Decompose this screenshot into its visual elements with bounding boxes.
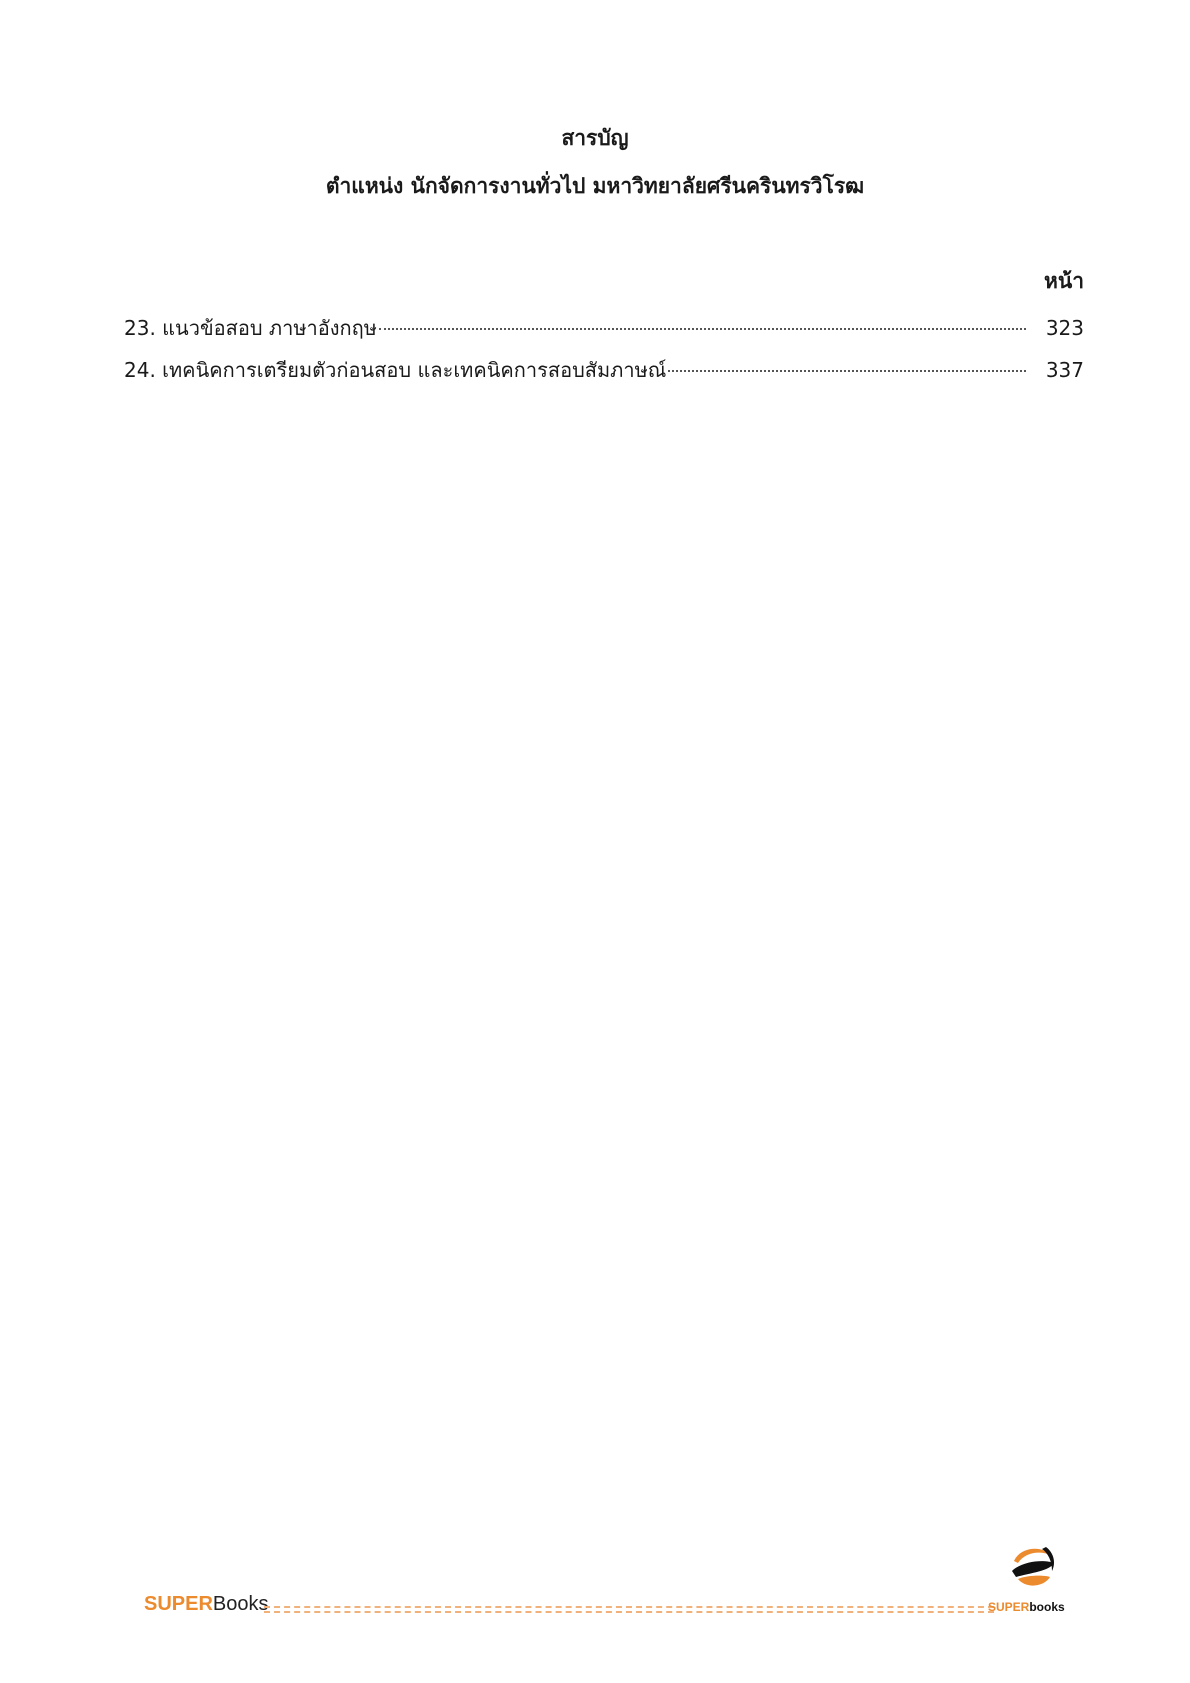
logo-text-books: books	[1029, 1600, 1065, 1614]
footer-brand-books: Books	[212, 1593, 269, 1615]
footer-divider	[264, 1606, 994, 1613]
footer-brand	[144, 1593, 269, 1616]
toc-entry-label: 24. เทคนิคการเตรียมตัวก่อนสอบ และเทคนิคการสอบสัมภาษณ์	[124, 358, 667, 382]
toc-entry[interactable]	[124, 312, 1084, 354]
logo-text-super: SUPER	[988, 1600, 1030, 1614]
page-footer	[144, 1583, 1074, 1623]
superbooks-logo	[988, 1541, 1074, 1621]
toc-entry-label: 23. แนวข้อสอบ ภาษาอังกฤษ	[124, 316, 377, 340]
page-column-header: หน้า	[1044, 269, 1084, 293]
toc-entry[interactable]	[124, 354, 1084, 396]
toc-dot-leader	[379, 328, 1026, 330]
toc-dot-leader	[668, 370, 1026, 372]
superbooks-swirl-logo-icon	[1006, 1541, 1058, 1593]
document-title: สารบัญ	[561, 126, 629, 150]
superbooks-logo-text	[988, 1600, 1065, 1614]
document-subtitle: ตำแหน่ง นักจัดการงานทั่วไป มหาวิทยาลัยศรีนครินทรวิโรฒ	[325, 174, 865, 198]
toc-entry-page: 337	[1045, 358, 1084, 382]
toc-entry-page: 323	[1045, 316, 1084, 340]
footer-brand-super: SUPER	[144, 1593, 213, 1615]
table-of-contents	[124, 312, 1084, 396]
